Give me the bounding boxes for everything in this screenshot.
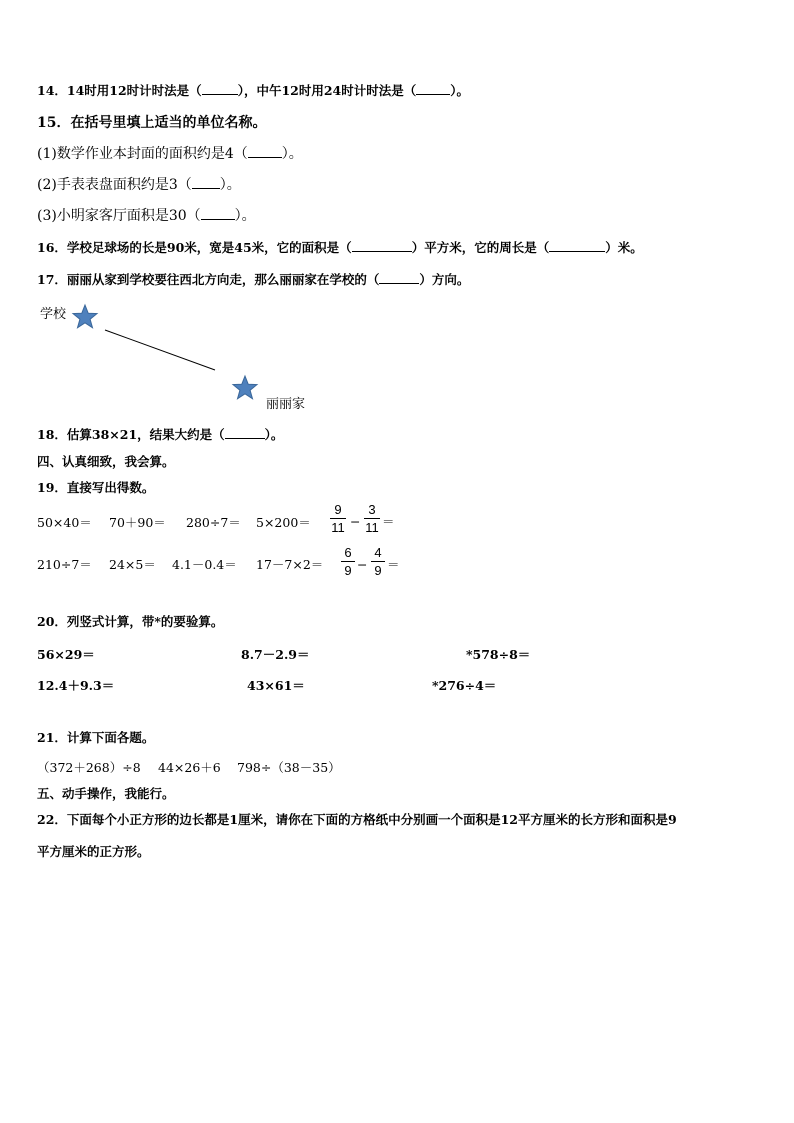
question-16: 16．学校足球场的长是90米，宽是45米，它的面积是（ ）平方米，它的周长是（ ）米。 [37, 240, 643, 255]
calc-item: 210÷7＝ [37, 557, 92, 572]
section-5-heading: 五、动手操作，我能行。 [37, 786, 175, 801]
answer-blank[interactable] [549, 240, 605, 252]
question-19-title: 19．直接写出得数。 [37, 480, 155, 495]
question-15-title: 15．在括号里填上适当的单位名称。 [37, 115, 267, 131]
question-17: 17．丽丽从家到学校要往西北方向走，那么丽丽家在学校的（ ）方向。 [37, 272, 470, 287]
question-21-title: 21．计算下面各题。 [37, 730, 155, 745]
calc-item: 8.7－2.9＝ [241, 647, 310, 662]
calc-item: 50×40＝ [37, 515, 92, 530]
equals-sign: ＝ [382, 514, 395, 529]
calc-item: 44×26＋6 [158, 760, 221, 775]
section-4-heading: 四、认真细致，我会算。 [37, 454, 175, 469]
calc-item: 5×200＝ [256, 515, 311, 530]
fraction: 9 11 [331, 502, 345, 535]
answer-blank[interactable] [192, 177, 220, 189]
question-22-line-1: 22．下面每个小正方形的边长都是1厘米，请你在下面的方格纸中分别画一个面积是12平方厘米的长方形和面积是9 [37, 812, 677, 827]
calc-item: 70＋90＝ [109, 515, 166, 530]
question-20-title: 20．列竖式计算，带*的要验算。 [37, 614, 224, 629]
calc-item: 17－7×2＝ [256, 557, 324, 572]
home-label: 丽丽家 [266, 396, 306, 411]
fraction: 3 11 [365, 502, 379, 535]
calc-item: 56×29＝ [37, 647, 95, 662]
question-15-item-1: (1)数学作业本封面的面积约是4（ ）。 [37, 146, 303, 162]
answer-blank[interactable] [352, 240, 412, 252]
question-22-line-2: 平方厘米的正方形。 [37, 844, 150, 859]
fraction: 4 9 [371, 545, 385, 578]
school-label: 学校 [40, 306, 67, 321]
calc-item: 798÷（38－35） [237, 760, 341, 775]
calc-item: （372＋268）÷8 [37, 760, 141, 775]
answer-blank[interactable] [416, 83, 450, 95]
calc-item: 43×61＝ [247, 678, 305, 693]
minus-sign: − [357, 557, 368, 572]
answer-blank[interactable] [248, 146, 282, 158]
home-star-icon [233, 376, 257, 399]
answer-blank[interactable] [201, 208, 235, 220]
minus-sign: − [350, 514, 361, 529]
question-15-item-3: (3)小明家客厅面积是30（ ）。 [37, 208, 256, 224]
equals-sign: ＝ [387, 557, 400, 572]
calc-item: *276÷4＝ [432, 678, 497, 693]
school-star-icon [73, 305, 97, 328]
fraction: 6 9 [341, 545, 355, 578]
question-18: 18．估算38×21，结果大约是（ ）。 [37, 427, 284, 442]
calc-item: 280÷7＝ [186, 515, 241, 530]
direction-diagram [70, 302, 270, 412]
calc-item: 24×5＝ [109, 557, 156, 572]
answer-blank[interactable] [202, 83, 238, 95]
answer-blank[interactable] [225, 427, 265, 439]
calc-item: 4.1－0.4＝ [172, 557, 237, 572]
path-line [105, 330, 215, 370]
calc-item: 12.4＋9.3＝ [37, 678, 115, 693]
question-14: 14．14时用12时计时法是（ ），中午12时用24时计时法是（ ）。 [37, 83, 469, 98]
calc-item: *578÷8＝ [466, 647, 531, 662]
answer-blank[interactable] [379, 272, 419, 284]
question-15-item-2: (2)手表表盘面积约是3（ ）。 [37, 177, 241, 193]
